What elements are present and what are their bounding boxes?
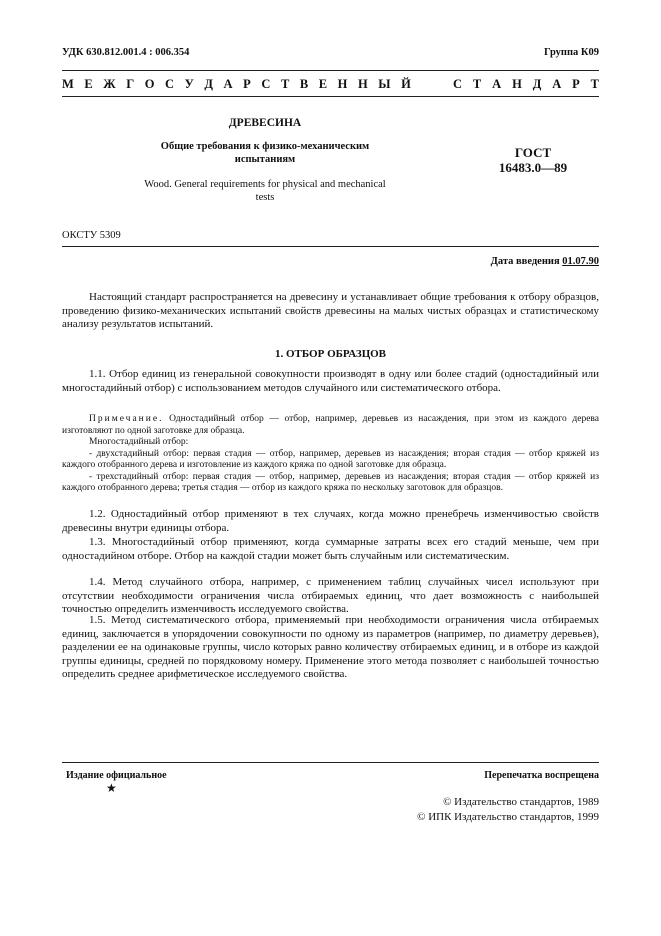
banner-letter: Й <box>401 77 411 91</box>
banner-letter: О <box>144 77 155 91</box>
banner-letter: У <box>184 77 194 91</box>
okstu-code: ОКСТУ 5309 <box>62 230 121 241</box>
okstu-rule <box>62 246 599 247</box>
document-subtitle: Общие требования к физико-механическим испытаниям <box>160 141 370 165</box>
group-code: Группа К09 <box>543 47 599 58</box>
udk-code: УДК 630.812.001.4 : 006.354 <box>62 47 190 58</box>
standard-banner <box>62 77 599 92</box>
note-text: Одностадийный отбор — отбор, например, деревьев из насаждения, при этом из каждого дерева изготовляют по одной заготовке для образца. <box>62 414 599 436</box>
banner-letter: Д <box>532 77 542 91</box>
intro-date-value: 01.07.90 <box>562 256 599 267</box>
copyright-1999: © ИПК Издательство стандартов, 1999 <box>417 811 599 823</box>
intro-date-label: Дата введения <box>490 256 560 267</box>
clause-1-5: 1.5. Метод систематического отбора, применяемый при необходимости ограничения числа отбираемых единиц, заключается в упорядочении совокупности по одному из параметров (например, по диаметру деревьев), разделении ее на одинаковые группы, число которых равно количеству отбираемых единиц, и в отборе из каждой группы единицы, средней по порядковому номеру. Применение этого метода позволяет с наибольшей точностью определить среднее арифметическое исследуемого свойства. <box>62 614 599 680</box>
banner-letter: Д <box>204 77 213 91</box>
banner-letter: А <box>492 77 502 91</box>
banner-letter: С <box>165 77 175 91</box>
banner-letter: Ж <box>103 77 116 91</box>
banner-letter: С <box>453 77 463 91</box>
intro-paragraph: Настоящий стандарт распространяется на древесину и устанавливает общие требования к отбору образцов, проведению физико-механических испытаний свойств древесины на малых чистых образцах и статистическому анализу результатов испытаний. <box>62 291 599 330</box>
gost-label: ГОСТ <box>514 145 552 160</box>
section-title: 1. ОТБОР ОБРАЗЦОВ <box>274 348 387 360</box>
banner-letter: Е <box>318 77 328 91</box>
document-title: ДРЕВЕСИНА <box>228 117 302 129</box>
clause-1-4: 1.4. Метод случайного отбора, например, с применением таблиц случайных чисел используют при отсутствии необходимости ограничения числа отбираемых единиц, что дает возможность с наибольшей точностью определить изменчивость исследуемого свойства. <box>62 576 599 615</box>
banner-rule <box>62 96 599 97</box>
note-label: Примечание. <box>89 414 164 424</box>
banner-letter: Н <box>357 77 368 91</box>
footer-rule <box>62 762 599 763</box>
top-rule <box>62 70 599 71</box>
banner-letter: Е <box>84 77 93 91</box>
banner-letter: Ы <box>378 77 391 91</box>
official-edition: Издание официальное <box>66 770 167 781</box>
note-two-stage: - двухстадийный отбор: первая стадия — отбор, например, деревьев из насаждения; вторая стадия — отбор кряжей из каждого отобранного дерева и изготовление из каждого кряжа по одной заготовке для образца. <box>62 448 599 470</box>
clause-1-2: 1.2. Одностадийный отбор применяют в тех случаях, когда можно пренебречь изменчивостью свойств древесины внутри единицы отбора. <box>62 508 599 534</box>
banner-letter: Р <box>243 77 251 91</box>
clause-1-1: 1.1. Отбор единиц из генеральной совокупности производят в одну или более стадий (одностадийный или многостадийный отбор) с использованием методов случайного или систематического отбора. <box>62 368 599 394</box>
clause-1-3: 1.3. Многостадийный отбор применяют, когда суммарные затраты всех его стадий меньше, чем при одностадийном отборе. Отбор на каждой стадии может быть случайным или систематическим. <box>62 536 599 562</box>
banner-letter: А <box>223 77 233 91</box>
note-singlestage <box>62 414 599 437</box>
banner-letter: А <box>552 77 562 91</box>
reprint-notice: Перепечатка воспрещена <box>484 770 599 781</box>
copyright-1989: © Издательство стандартов, 1989 <box>443 796 599 808</box>
banner-letter: Т <box>472 77 482 91</box>
banner-letter: Г <box>126 77 135 91</box>
banner-word-standard <box>453 77 599 92</box>
note-block <box>62 414 599 495</box>
gost-designation <box>478 145 588 175</box>
note-three-stage: - трехстадийный отбор: первая стадия — отбор, например, деревьев из насаждения; вторая стадия — отбор кряжей из каждого отобранного дерева; третья стадия — отбор из каждого кряжа по нескольку заготовок для образцов. <box>62 471 599 493</box>
banner-letter: В <box>299 77 309 91</box>
banner-letter: Т <box>280 77 290 91</box>
english-title: Wood. General requirements for physical and mechanical tests <box>144 179 386 203</box>
star-icon: ★ <box>106 781 117 795</box>
banner-letter: Н <box>337 77 348 91</box>
banner-letter: М <box>62 77 74 91</box>
banner-letter: Т <box>590 77 599 91</box>
banner-letter: С <box>261 77 271 91</box>
banner-letter: Н <box>512 77 522 91</box>
banner-letter: Р <box>572 77 580 91</box>
gost-number: 16483.0—89 <box>498 160 568 175</box>
note-multistage-label: Многостадийный отбор: <box>89 437 189 447</box>
intro-date <box>491 256 599 267</box>
banner-word-interstate <box>62 77 411 92</box>
